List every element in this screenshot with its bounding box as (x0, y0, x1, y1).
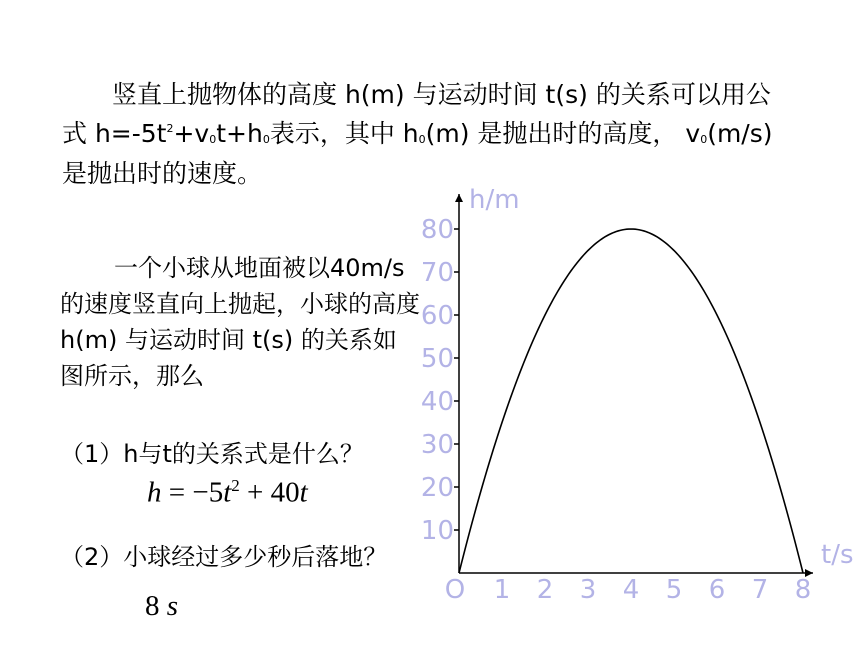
y-axis-title: h/m (469, 185, 520, 215)
y-tick-label: 80 (420, 215, 454, 245)
answer-2-number: 8 (145, 590, 167, 622)
intro-text-1: 竖直上抛物体的高度 h(m) 与运动时间 t(s) 的关系可以用公式 h=-5t (62, 80, 771, 148)
intro-text-4: 表示，其中 h (269, 119, 419, 148)
answer-1-rest: + 40 (239, 476, 300, 509)
answer-1-exponent: 2 (231, 476, 240, 495)
question-2: （2）小球经过多少秒后落地？ (60, 543, 388, 571)
y-tick-label: 30 (420, 430, 454, 460)
y-tick-label: 40 (420, 387, 454, 417)
chart-axes (454, 194, 813, 577)
answer-1-h: h (147, 476, 162, 509)
y-axis-arrow-icon (455, 194, 463, 202)
y-tick-label: 50 (420, 344, 454, 374)
origin-label: O (444, 575, 466, 605)
intro-subscript-a: 0 (209, 133, 217, 146)
intro-text-3: t+h (216, 119, 263, 148)
x-tick-label: 4 (622, 575, 640, 605)
x-tick-label: 7 (751, 575, 769, 605)
intro-subscript-c: 0 (418, 133, 426, 146)
question-1: （1）h与t的关系式是什么？ (60, 440, 364, 468)
y-tick-label: 20 (420, 473, 454, 503)
chart-labels (421, 185, 854, 605)
x-tick-label: 8 (794, 575, 812, 605)
x-tick-label: 5 (665, 575, 683, 605)
answer-2-unit: s (166, 590, 179, 622)
intro-superscript: 2 (166, 122, 174, 135)
intro-subscript-d: 0 (700, 133, 708, 146)
x-tick-label: 3 (579, 575, 597, 605)
y-tick-label: 10 (420, 516, 454, 546)
intro-text-6: (m/s) 是抛出时的速度。 (62, 119, 773, 188)
problem-text: 一个小球从地面被以40m/s的速度竖直向上抛起，小球的高度 h(m) 与运动时间 t(s) 的关系如图所示，那么 (60, 254, 420, 390)
chart-curve (459, 229, 803, 573)
intro-text-5: (m) 是抛出时的高度， v (425, 119, 701, 148)
x-tick-label: 1 (493, 575, 511, 605)
intro-text-2: +v (173, 119, 210, 148)
x-tick-label: 2 (536, 575, 554, 605)
answer-1-t2: t (299, 476, 308, 509)
x-tick-label: 6 (708, 575, 726, 605)
intro-subscript-b: 0 (262, 133, 270, 146)
y-tick-label: 70 (420, 258, 454, 288)
x-axis-title: t/s (821, 540, 854, 570)
answer-1-eq: = −5 (161, 476, 224, 509)
answer-1-t: t (223, 476, 232, 509)
y-tick-label: 60 (420, 301, 454, 331)
height-curve-series (459, 229, 803, 573)
